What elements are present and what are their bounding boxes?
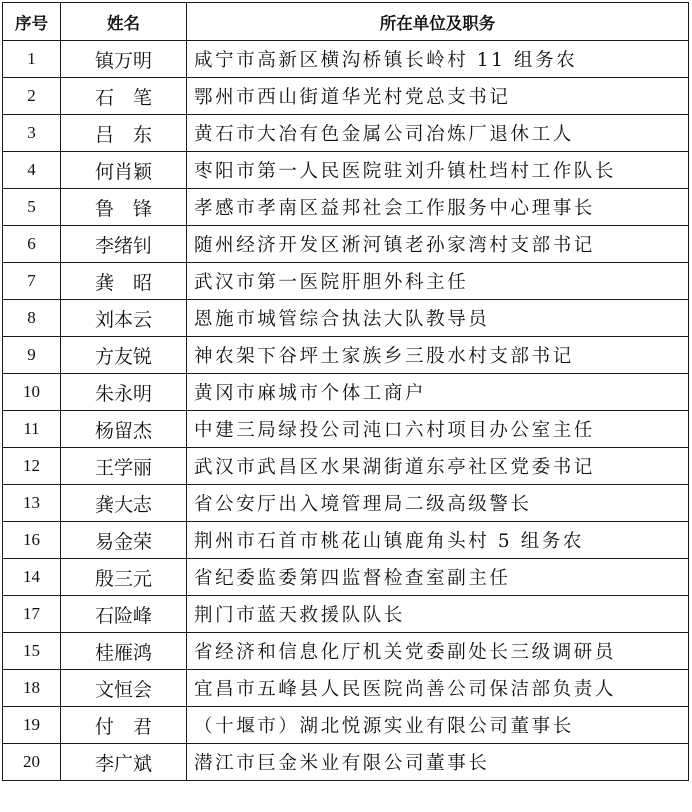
table-row	[3, 189, 689, 226]
row-org: 省经济和信息化厅机关党委副处长三级调研员	[187, 633, 689, 670]
row-index: 10	[3, 374, 61, 411]
row-index: 3	[3, 115, 61, 152]
row-name: 石 笔	[61, 78, 187, 115]
header-org: 所在单位及职务	[187, 3, 689, 41]
row-index: 9	[3, 337, 61, 374]
table-row	[3, 559, 689, 596]
row-org: 鄂州市西山街道华光村党总支书记	[187, 78, 689, 115]
row-index: 11	[3, 411, 61, 448]
row-name: 殷三元	[61, 559, 187, 596]
row-name: 杨留杰	[61, 411, 187, 448]
row-index: 2	[3, 78, 61, 115]
row-name: 桂雁鸿	[61, 633, 187, 670]
table-row	[3, 707, 689, 744]
row-name: 龚 昭	[61, 263, 187, 300]
row-index: 18	[3, 670, 61, 707]
row-org: 恩施市城管综合执法大队教导员	[187, 300, 689, 337]
row-org: 黄冈市麻城市个体工商户	[187, 374, 689, 411]
row-org: 武汉市武昌区水果湖街道东亭社区党委书记	[187, 448, 689, 485]
table-row	[3, 263, 689, 300]
table-row	[3, 633, 689, 670]
row-name: 何肖颖	[61, 152, 187, 189]
table-row	[3, 78, 689, 115]
row-org: 枣阳市第一人民医院驻刘升镇杜垱村工作队长	[187, 152, 689, 189]
row-name: 朱永明	[61, 374, 187, 411]
row-index: 19	[3, 707, 61, 744]
row-index: 7	[3, 263, 61, 300]
row-org: （十堰市）湖北悦源实业有限公司董事长	[187, 707, 689, 744]
table-row	[3, 226, 689, 263]
header-row	[3, 3, 689, 41]
header-name: 姓名	[61, 3, 187, 41]
row-name: 吕 东	[61, 115, 187, 152]
row-name: 刘本云	[61, 300, 187, 337]
table-row	[3, 152, 689, 189]
row-index: 20	[3, 744, 61, 781]
row-name: 方友锐	[61, 337, 187, 374]
row-index: 17	[3, 596, 61, 633]
row-name: 镇万明	[61, 41, 187, 78]
row-org: 荆门市蓝天救援队队长	[187, 596, 689, 633]
table-row	[3, 115, 689, 152]
table-row	[3, 670, 689, 707]
row-index: 8	[3, 300, 61, 337]
row-index: 13	[3, 485, 61, 522]
row-org: 中建三局绿投公司沌口六村项目办公室主任	[187, 411, 689, 448]
table-body	[3, 41, 689, 781]
row-org: 武汉市第一医院肝胆外科主任	[187, 263, 689, 300]
table-header	[3, 3, 689, 41]
row-index: 1	[3, 41, 61, 78]
row-name: 易金荣	[61, 522, 187, 559]
row-index: 4	[3, 152, 61, 189]
row-org: 宜昌市五峰县人民医院尚善公司保洁部负责人	[187, 670, 689, 707]
row-org: 潜江市巨金米业有限公司董事长	[187, 744, 689, 781]
table-row	[3, 374, 689, 411]
row-name: 龚大志	[61, 485, 187, 522]
row-org: 荆州市石首市桃花山镇鹿角头村 5 组务农	[187, 522, 689, 559]
table-row	[3, 744, 689, 781]
row-name: 付 君	[61, 707, 187, 744]
row-org: 神农架下谷坪土家族乡三股水村支部书记	[187, 337, 689, 374]
row-index: 5	[3, 189, 61, 226]
row-name: 鲁 锋	[61, 189, 187, 226]
row-name: 李绪钊	[61, 226, 187, 263]
row-name: 李广斌	[61, 744, 187, 781]
row-index: 14	[3, 559, 61, 596]
row-org: 黄石市大冶有色金属公司冶炼厂退休工人	[187, 115, 689, 152]
row-index: 12	[3, 448, 61, 485]
row-name: 王学丽	[61, 448, 187, 485]
row-name: 文恒会	[61, 670, 187, 707]
table-row	[3, 300, 689, 337]
honor-list-table	[2, 2, 689, 781]
table-row	[3, 448, 689, 485]
row-org: 省公安厅出入境管理局二级高级警长	[187, 485, 689, 522]
row-org: 咸宁市高新区横沟桥镇长岭村 11 组务农	[187, 41, 689, 78]
row-index: 16	[3, 522, 61, 559]
table-row	[3, 596, 689, 633]
table-row	[3, 522, 689, 559]
row-org: 省纪委监委第四监督检查室副主任	[187, 559, 689, 596]
row-index: 15	[3, 633, 61, 670]
table-row	[3, 411, 689, 448]
table-row	[3, 485, 689, 522]
table-row	[3, 41, 689, 78]
row-name: 石险峰	[61, 596, 187, 633]
row-index: 6	[3, 226, 61, 263]
header-index: 序号	[3, 3, 61, 41]
row-org: 孝感市孝南区益邦社会工作服务中心理事长	[187, 189, 689, 226]
row-org: 随州经济开发区淅河镇老孙家湾村支部书记	[187, 226, 689, 263]
table-row	[3, 337, 689, 374]
